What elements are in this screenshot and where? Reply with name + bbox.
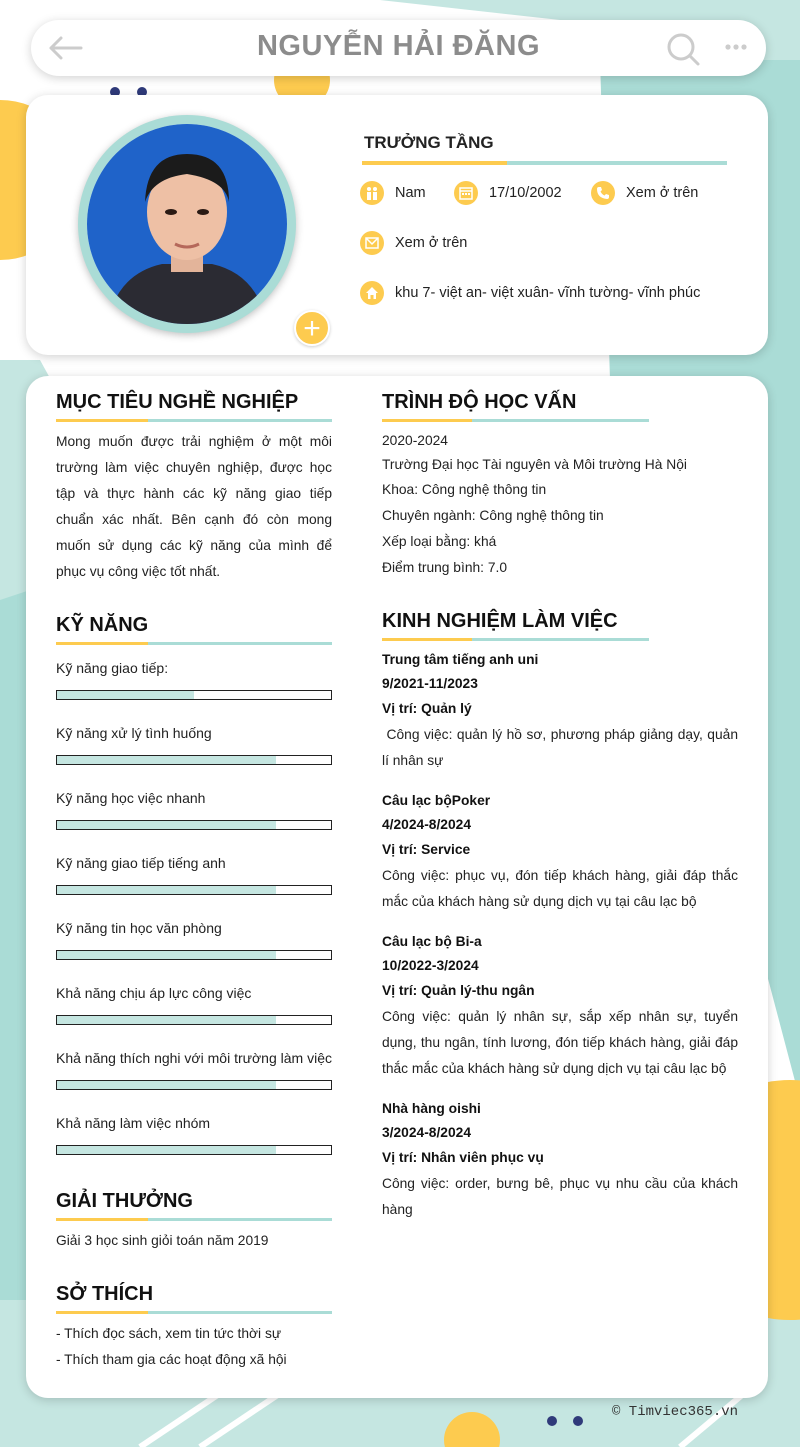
skill-level-bar <box>56 950 332 960</box>
education-line: Khoa: Công nghệ thông tin <box>382 482 547 497</box>
education-line: Chuyên ngành: Công nghệ thông tin <box>382 508 604 523</box>
top-bar <box>31 20 766 76</box>
email-value: Xem ở trên <box>395 235 468 251</box>
birthday-value: 17/10/2002 <box>489 185 562 201</box>
gender-icon <box>360 181 384 205</box>
email-info <box>360 231 467 255</box>
job-description: Công việc: quản lý nhân sự, sắp xếp nhân sự, tuyển dụng, thu ngân, tính lương, đón tiếp khách hàng, giải đáp thắc mắc của khách hàng sử dụng dịch vụ tại câu lạc bộ <box>382 1009 738 1076</box>
address-info <box>360 281 700 305</box>
skill-label: Kỹ năng học việc nhanh <box>56 790 206 806</box>
job-period: 3/2024-8/2024 <box>382 1125 471 1140</box>
skill-label: Khả năng thích nghi với môi trường làm việc <box>56 1050 332 1066</box>
more-options-icon[interactable] <box>723 37 749 57</box>
hobby-item: - Thích đọc sách, xem tin tức thời sự <box>56 1326 282 1341</box>
education-title: TRÌNH ĐỘ HỌC VẤN <box>382 391 577 413</box>
skill-level-fill <box>57 1016 276 1024</box>
job-company: Nhà hàng oishi <box>382 1101 481 1116</box>
skill-level-fill <box>57 821 276 829</box>
job-role: Vị trí: Service <box>382 842 471 857</box>
search-icon[interactable] <box>665 31 701 67</box>
skill-level-bar <box>56 755 332 765</box>
skill-label: Khả năng chịu áp lực công việc <box>56 985 252 1001</box>
skill-level-fill <box>57 756 276 764</box>
award-item: Giải 3 học sinh giỏi toán năm 2019 <box>56 1233 269 1248</box>
objective-text: Mong muốn được trải nghiệm ở một môi trường làm việc chuyên nghiệp, được học tập và thực hành các kỹ năng giao tiếp chuẩn xác nhất. Bên cạnh đó còn mong muốn sử dụng các kỹ năng của mình để phục vụ công việc tốt nhất. <box>56 434 332 579</box>
add-photo-button[interactable]: + <box>294 310 330 346</box>
job-role: Vị trí: Nhân viên phục vụ <box>382 1150 544 1165</box>
experience-underline <box>382 638 649 641</box>
job-period: 4/2024-8/2024 <box>382 817 471 832</box>
home-icon <box>360 281 384 305</box>
candidate-name: NGUYỄN HẢI ĐĂNG <box>256 30 540 62</box>
awards-underline <box>56 1218 332 1221</box>
skill-level-bar <box>56 885 332 895</box>
skill-label: Kỹ năng tin học văn phòng <box>56 920 222 936</box>
hobby-item: - Thích tham gia các hoạt động xã hội <box>56 1352 287 1367</box>
skill-label: Kỹ năng giao tiếp tiếng anh <box>56 855 226 871</box>
skill-level-bar <box>56 1015 332 1025</box>
skill-label: Khả năng làm việc nhóm <box>56 1115 211 1131</box>
cv-content-card <box>26 376 768 1398</box>
education-line: Trường Đại học Tài nguyên và Môi trường Hà Nội <box>382 457 687 472</box>
phone-icon <box>591 181 615 205</box>
avatar <box>78 115 321 345</box>
job-description: Công việc: order, bưng bê, phục vụ nhu cầu của khách hàng <box>382 1176 738 1217</box>
skills-underline <box>56 642 332 645</box>
calendar-icon <box>454 181 478 205</box>
position-underline <box>362 161 727 165</box>
education-line: Điểm trung bình: 7.0 <box>382 560 508 575</box>
job-role: Vị trí: Quản lý-thu ngân <box>382 983 535 998</box>
skill-label: Kỹ năng giao tiếp: <box>56 660 169 676</box>
gender-value: Nam <box>395 185 426 201</box>
job-role: Vị trí: Quản lý <box>382 701 472 716</box>
awards-title: GIẢI THƯỞNG <box>56 1190 193 1212</box>
skills-title: KỸ NĂNG <box>56 614 149 636</box>
address-value: khu 7- việt an- việt xuân- vĩnh tường- vĩnh phúc <box>395 285 701 301</box>
job-company: Trung tâm tiếng anh uni <box>382 652 539 667</box>
hobbies-title: SỞ THÍCH <box>56 1283 154 1305</box>
job-company: Câu lạc bộPoker <box>382 793 491 808</box>
objective-title: MỤC TIÊU NGHỀ NGHIỆP <box>56 391 299 413</box>
gender-info <box>360 181 426 205</box>
skill-level-fill <box>57 886 276 894</box>
skill-level-fill <box>57 1081 276 1089</box>
job-description: Công việc: phục vụ, đón tiếp khách hàng, giải đáp thắc mắc của khách hàng sử dụng dịch vụ tại câu lạc bộ <box>382 868 738 909</box>
profile-card <box>26 95 768 355</box>
education-line: Xếp loại bằng: khá <box>382 534 497 549</box>
education-line: 2020-2024 <box>382 433 448 448</box>
phone-info <box>591 181 698 205</box>
skill-level-fill <box>57 951 276 959</box>
skill-level-bar <box>56 820 332 830</box>
profile-photo <box>87 124 287 324</box>
job-description: Công việc: quản lý hồ sơ, phương pháp giảng dạy, quản lí nhân sự <box>382 727 742 768</box>
skill-level-fill <box>57 1146 276 1154</box>
skill-level-fill <box>57 691 194 699</box>
hobbies-underline <box>56 1311 332 1314</box>
job-company: Câu lạc bộ Bi-a <box>382 934 482 949</box>
skill-label: Kỹ năng xử lý tình huống <box>56 725 212 741</box>
experience-title: KINH NGHIỆM LÀM VIỆC <box>382 610 618 632</box>
objective-underline <box>56 419 332 422</box>
skill-level-bar <box>56 690 332 700</box>
watermark: © Timviec365.vn <box>612 1404 739 1420</box>
desired-position: TRƯỞNG TẦNG <box>364 133 494 152</box>
phone-value: Xem ở trên <box>626 185 699 201</box>
job-period: 9/2021-11/2023 <box>382 676 478 691</box>
skill-level-bar <box>56 1080 332 1090</box>
email-icon <box>360 231 384 255</box>
skill-level-bar <box>56 1145 332 1155</box>
job-period: 10/2022-3/2024 <box>382 958 479 973</box>
education-underline <box>382 419 649 422</box>
birthday-info <box>454 181 562 205</box>
